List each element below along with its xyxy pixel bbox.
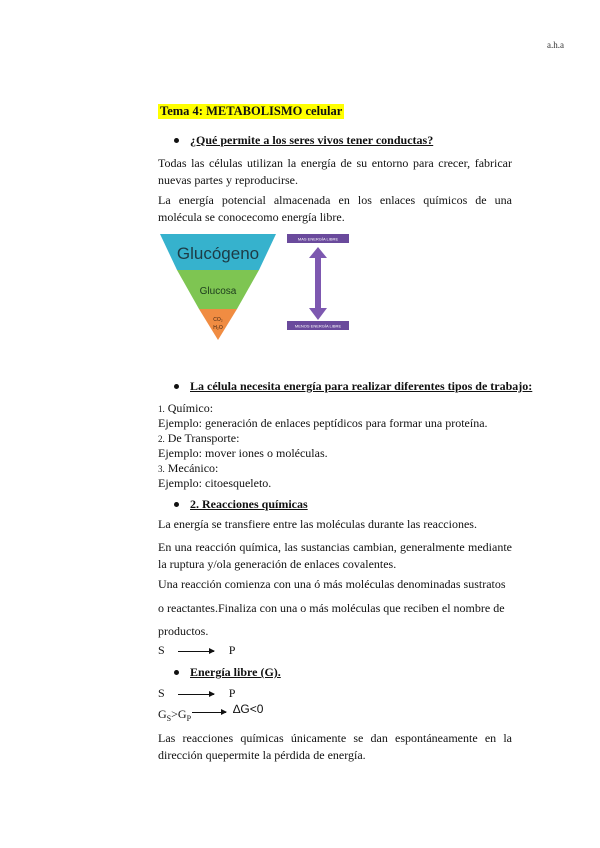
pyramid-bottom-label-h2o: H₂O <box>213 325 223 331</box>
list-item-example: Ejemplo: mover iones o moléculas. <box>158 446 328 460</box>
double-arrow-icon <box>309 247 327 320</box>
arrow-right-icon <box>178 651 214 652</box>
paragraph-espontaneas: Las reacciones químicas únicamente se dan espontáneamente en la dirección quepermite la pérdida de energía. <box>158 731 512 762</box>
pyramid-middle-label: Glucosa <box>199 286 237 297</box>
energy-pyramid-diagram <box>160 232 360 342</box>
paragraph-energia-potencial: La energía potencial almacenada en los enlaces químicos de una molécula se conocecomo energía libre. <box>158 193 512 224</box>
paragraph-transferencia: La energía se transfiere entre las moléculas durante las reacciones. <box>158 517 477 531</box>
arrow-right-icon <box>192 712 226 713</box>
page-title: Tema 4: METABOLISMO celular <box>160 104 343 118</box>
list-item-example: Ejemplo: citoesqueleto. <box>158 476 272 490</box>
reaction-equation: S P <box>158 643 236 657</box>
bullet-icon <box>174 138 179 143</box>
arrow-right-icon <box>178 694 214 695</box>
paragraph-productos: productos. <box>158 624 209 638</box>
section-heading-energia-libre: Energía libre (G). <box>174 664 281 680</box>
less-energy-label: MENOS ENERGÍA LIBRE <box>294 323 342 329</box>
free-energy-inequality: $G_S>G_P$ ∆G<0 <box>158 702 264 723</box>
list-item: 3. Mecánico: <box>158 461 219 475</box>
pyramid-bottom-label-co2: CO₂ <box>213 317 223 323</box>
paragraph-reaccion-quimica: En una reacción química, las sustancias cambian, generalmente mediante la ruptura y/ola generación de enlaces covalentes. <box>158 540 512 571</box>
pyramid-top-label: Glucógeno <box>176 244 260 263</box>
more-energy-label: MAS ENERGÍA LIBRE <box>297 236 339 242</box>
section-heading-reacciones: 2. Reacciones químicas <box>174 496 308 512</box>
author-initials: a.h.a <box>547 40 564 50</box>
list-item: 2. De Transporte: <box>158 431 240 445</box>
section-heading-trabajo: La célula necesita energía para realizar diferentes tipos de trabajo: <box>174 378 532 394</box>
paragraph-celulas: Todas las células utilizan la energía de su entorno para crecer, fabricar nuevas partes y reproducirse. <box>158 156 512 187</box>
reaction-equation-2: S P <box>158 686 236 700</box>
bullet-icon <box>174 384 179 389</box>
section-heading-conductas: ¿Qué permite a los seres vivos tener conductas? <box>174 132 433 148</box>
paragraph-reactantes: o reactantes.Finaliza con una o más moléculas que reciben el nombre de <box>158 601 505 615</box>
list-item-example: Ejemplo: generación de enlaces peptídicos para formar una proteína. <box>158 416 488 430</box>
bullet-icon <box>174 670 179 675</box>
list-item: 1. Químico: <box>158 401 214 415</box>
bullet-icon <box>174 502 179 507</box>
paragraph-sustratos: Una reacción comienza con una ó más moléculas denominadas sustratos <box>158 577 506 591</box>
